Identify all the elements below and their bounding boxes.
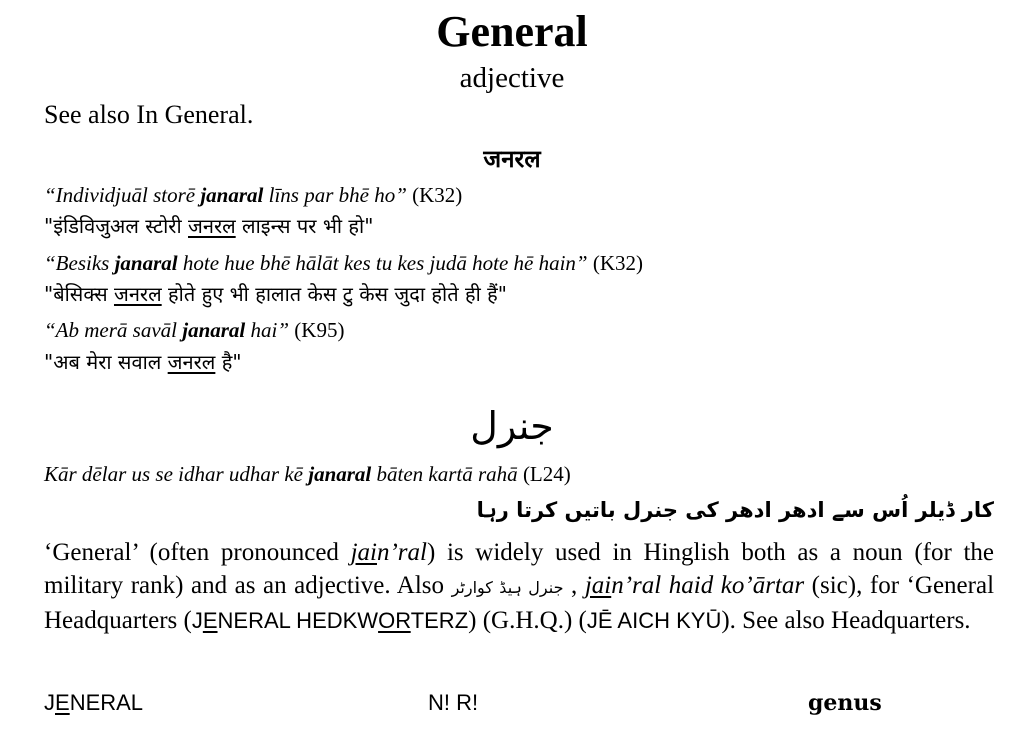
usage-tag: N! R! <box>428 690 479 715</box>
hindi-example-roman: “Individjuāl storē janaral līns par bhē ho” (K32) <box>44 183 463 207</box>
hindi-example-devanagari: "अब मेरा सवाल जनरल है" <box>44 350 242 374</box>
usage-note: ‘General’ (often pronounced jain’ral) is widely used in Hinglish both as a noun (for the military rank) and as an adjective. Also جنرل ہیڈ کوارٹر , jain’ral haid ko’ārtar (sic), for ‘General Headquarters (JENERAL HEDKWORTERZ) (G.H.Q.) (JĒ AICH KYŪ). See also Headquarters. <box>44 539 995 634</box>
see-also-line: See also In General. <box>44 100 254 129</box>
part-of-speech: adjective <box>459 62 565 94</box>
urdu-heading: جنرل <box>470 404 554 448</box>
pronunciation-code: JENERAL <box>44 690 144 715</box>
hindi-heading: जनरल <box>483 145 541 173</box>
hindi-example-devanagari: "बेसिक्स जनरल होते हुए भी हालात केस टु केस जुदा होते ही हैं" <box>44 282 507 306</box>
hindi-example-devanagari: "इंडिविजुअल स्टोरी जनरल लाइन्स पर भी हो" <box>44 214 374 238</box>
entry-headword: General <box>436 7 588 56</box>
hindi-example-roman: “Besiks janaral hote hue bhē hālāt kes tu kes judā hote hē hain” (K32) <box>44 251 644 275</box>
urdu-example-roman: Kār dēlar us se idhar udhar kē janaral bāten kartā rahā (L24) <box>44 462 571 486</box>
urdu-example-script: کار ڈیلر اُس سے ادھر ادھر کی جنرل باتیں کرتا رہا <box>476 498 994 522</box>
hindi-example-roman: “Ab merā savāl janaral hai” (K95) <box>44 318 345 342</box>
genus-label: genus <box>808 690 882 716</box>
